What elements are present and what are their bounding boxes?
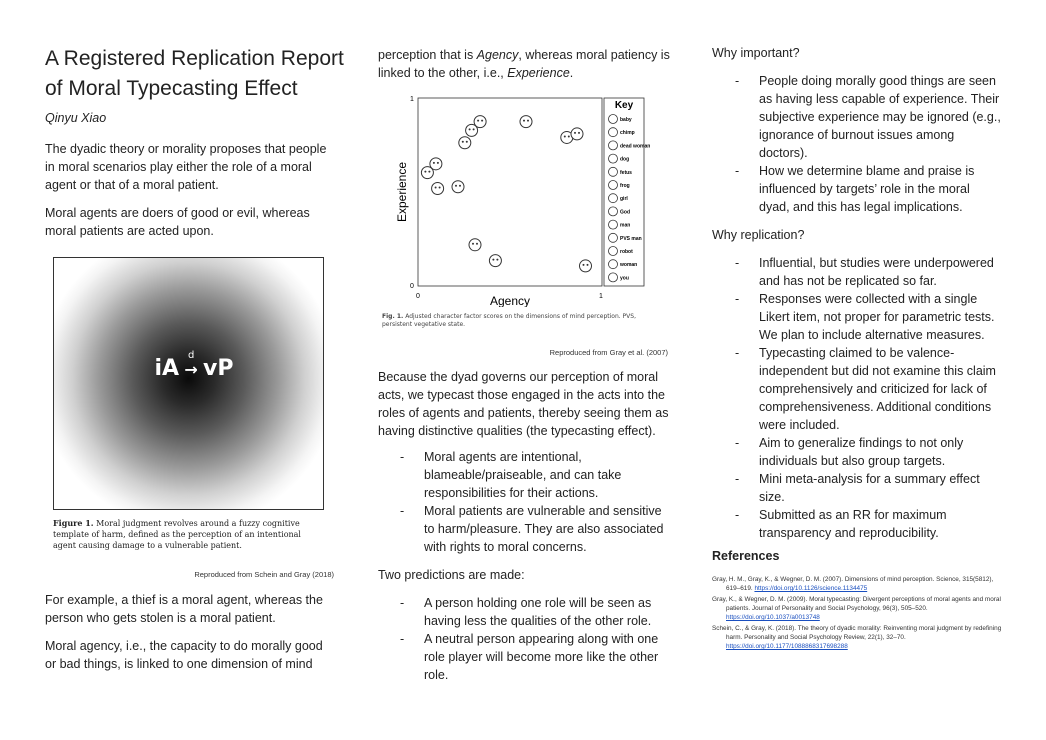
- x-axis-label: Agency: [489, 294, 531, 307]
- point-eye: [462, 141, 464, 143]
- point-eye: [459, 185, 461, 187]
- point-eye: [435, 186, 437, 188]
- point-eye: [583, 264, 585, 266]
- references-list: [712, 575, 1007, 653]
- point-you: [571, 128, 583, 140]
- y-tick-bottom: 0: [410, 283, 414, 290]
- legend-icon: [609, 260, 618, 269]
- point-eye: [496, 259, 498, 261]
- legend-label: God: [620, 209, 630, 216]
- dyad-formula: iA → d vP: [154, 349, 234, 381]
- figure-1-credit: Reproduced from Schein and Gray (2018): [194, 570, 334, 579]
- point-eye: [477, 120, 479, 122]
- legend-label: robot: [620, 249, 633, 255]
- x-tick-right: 1: [599, 293, 603, 300]
- importance-list: [735, 72, 1003, 216]
- reference-link[interactable]: https://doi.org/10.1177/1088868317698288: [726, 643, 848, 650]
- list-item: - Moral agents are intentional, blameable/praiseable, and can take responsibilities for their actions.: [400, 450, 622, 500]
- list-item: - Aim to generalize findings to not only individuals but also group targets.: [735, 436, 964, 468]
- references-heading: References: [712, 549, 780, 563]
- legend-label: man: [620, 222, 631, 229]
- intro-paragraph: The dyadic theory or morality proposes that people in moral scenarios play either the role of a moral agent or that of a moral patient.: [45, 142, 327, 192]
- list-item: - Submitted as an RR for maximum transparency and reproducibility.: [735, 508, 947, 540]
- agency-paragraph-cont: perception that is Agency, whereas moral patiency is linked to the other, i.e., Experience.: [378, 48, 670, 80]
- mind-perception-chart: [378, 92, 668, 307]
- point-fetus: [421, 167, 433, 179]
- agents-paragraph: Moral agents are doers of good or evil, whereas moral patients are acted upon.: [45, 206, 310, 238]
- point-eye: [473, 128, 475, 130]
- legend-label: chimp: [620, 130, 635, 137]
- figure-dyad-image: [53, 257, 324, 510]
- point-woman: [520, 116, 532, 128]
- legend-label: you: [620, 275, 629, 282]
- list-item: - Moral patients are vulnerable and sensitive to harm/pleasure. They are also associated with rights to moral concerns.: [400, 504, 664, 554]
- point-frog: [459, 137, 471, 149]
- legend-label: woman: [620, 262, 638, 269]
- point-god: [580, 260, 592, 272]
- list-item: - Responses were collected with a single Likert item, not proper for parametric tests. We plan to include alternative measures.: [735, 292, 995, 342]
- figure-2-caption: Fig. 1. Adjusted character factor scores on the dimensions of mind perception. PVS, persistent vegetative state.: [382, 313, 636, 328]
- point-eye: [523, 120, 525, 122]
- list-item: - How we determine blame and praise is influenced by targets’ role in the moral dyad, and this has legal implications.: [735, 164, 975, 214]
- point-eye: [476, 243, 478, 245]
- legend-icon: [609, 220, 618, 229]
- why-important-heading: Why important?: [712, 46, 800, 60]
- example-paragraph: For example, a thief is a moral agent, whereas the person who gets stolen is a moral patient.: [45, 593, 323, 625]
- list-item: - A neutral person appearing along with one role player will become more like the other role.: [400, 632, 659, 682]
- legend-box: [604, 98, 644, 286]
- legend-title: Key: [614, 100, 634, 111]
- point-pvs-man: [432, 182, 444, 194]
- x-tick-left: 0: [416, 293, 420, 300]
- legend-icon: [609, 167, 618, 176]
- chart-svg: [378, 92, 668, 307]
- point-eye: [439, 186, 441, 188]
- legend-icon: [609, 233, 618, 242]
- point-eye: [455, 185, 457, 187]
- point-eye: [564, 135, 566, 137]
- plot-area: [418, 98, 602, 286]
- replication-list: [735, 254, 1003, 542]
- point-eye: [578, 132, 580, 134]
- why-replication-heading: Why replication?: [712, 228, 805, 242]
- legend-label: girl: [620, 196, 628, 203]
- predictions-paragraph: Two predictions are made:: [378, 568, 525, 582]
- legend-icon: [609, 154, 618, 163]
- reference-item: Gray, K., & Wegner, D. M. (2009). Moral typecasting: Divergent perceptions of moral agents and moral patients. Journal of Personality and Social Psychology, 96(3), 505–520. https://doi.org/10.1037/a0013748: [712, 596, 1001, 621]
- legend-label: PVS man: [620, 235, 642, 242]
- list-item: - Mini meta-analysis for a summary effect size.: [735, 472, 980, 504]
- roles-list: [400, 448, 665, 556]
- reference-link[interactable]: https://doi.org/10.1037/a0013748: [726, 614, 820, 621]
- legend-label: fetus: [620, 169, 632, 176]
- point-eye: [527, 120, 529, 122]
- reference-item: Schein, C., & Gray, K. (2018). The theory of dyadic morality: Reinventing moral judgment by redefining harm. Personality and Social Psychology Review, 22(1), 32–70. https://doi.org/10.1177/1088868317698288: [712, 625, 1002, 650]
- predictions-list: [400, 594, 665, 684]
- legend-label: dog: [620, 156, 630, 163]
- reference-item: Gray, H. M., Gray, K., & Wegner, D. M. (2007). Dimensions of mind perception. Science, 315(5812), 619–619. https://doi.org/10.1126/science.1134475: [712, 576, 994, 592]
- y-axis-label: Experience: [395, 161, 409, 223]
- point-eye: [568, 135, 570, 137]
- legend-label: frog: [620, 183, 630, 189]
- y-tick-top: 1: [410, 96, 414, 103]
- page-title: A Registered Replication Report of Moral Typecasting Effect: [45, 47, 344, 100]
- legend-label: baby: [620, 117, 632, 123]
- point-eye: [492, 259, 494, 261]
- typecasting-paragraph: Because the dyad governs our perception of moral acts, we typecast those engaged in the acts into the roles of agents and patients, thereby seeing them as having distinctive qualities (the typecasting effect).: [378, 370, 669, 438]
- legend-icon: [609, 181, 618, 190]
- legend-icon: [609, 247, 618, 256]
- point-eye: [437, 162, 439, 164]
- legend-icon: [609, 207, 618, 216]
- point-eye: [433, 162, 435, 164]
- legend-label: dead woman: [620, 143, 651, 150]
- point-girl: [452, 181, 464, 193]
- point-eye: [481, 120, 483, 122]
- list-item: - Typecasting claimed to be valence-independent but did not examine this claim comprehensively and criticized for lack of comprehensiveness. Additional conditions were included.: [735, 346, 996, 432]
- legend-icon: [609, 194, 618, 203]
- legend-icon: [609, 128, 618, 137]
- point-eye: [428, 171, 430, 173]
- point-eye: [587, 264, 589, 266]
- list-item: - People doing morally good things are seen as having less capable of experience. Their subjective experience may be ignored (e.g., ignorance of burnout issues among doctors).: [735, 74, 1001, 160]
- point-dog: [466, 124, 478, 136]
- author: Qinyu Xiao: [45, 111, 107, 125]
- legend-icon: [609, 115, 618, 124]
- figure-2-credit: Reproduced from Gray et al. (2007): [549, 348, 668, 357]
- point-eye: [469, 128, 471, 130]
- list-item: - A person holding one role will be seen as having less the qualities of the other role.: [400, 596, 652, 628]
- figure-1-caption: Figure 1. Moral judgment revolves around a fuzzy cognitive template of harm, defined as the perception of an intentional agent causing damage to a vulnerable patient.: [53, 518, 301, 550]
- list-item: - Influential, but studies were underpowered and has not be replicated so far.: [735, 256, 994, 288]
- point-eye: [424, 171, 426, 173]
- legend-icon: [609, 141, 618, 150]
- legend-icon: [609, 273, 618, 282]
- point-robot: [489, 255, 501, 267]
- point-eye: [466, 141, 468, 143]
- point-eye: [574, 132, 576, 134]
- reference-link[interactable]: https://doi.org/10.1126/science.1134475: [754, 585, 868, 592]
- point-eye: [472, 243, 474, 245]
- agency-paragraph: Moral agency, i.e., the capacity to do morally good or bad things, is linked to one dimension of mind: [45, 639, 323, 671]
- point-dead-woman: [469, 239, 481, 251]
